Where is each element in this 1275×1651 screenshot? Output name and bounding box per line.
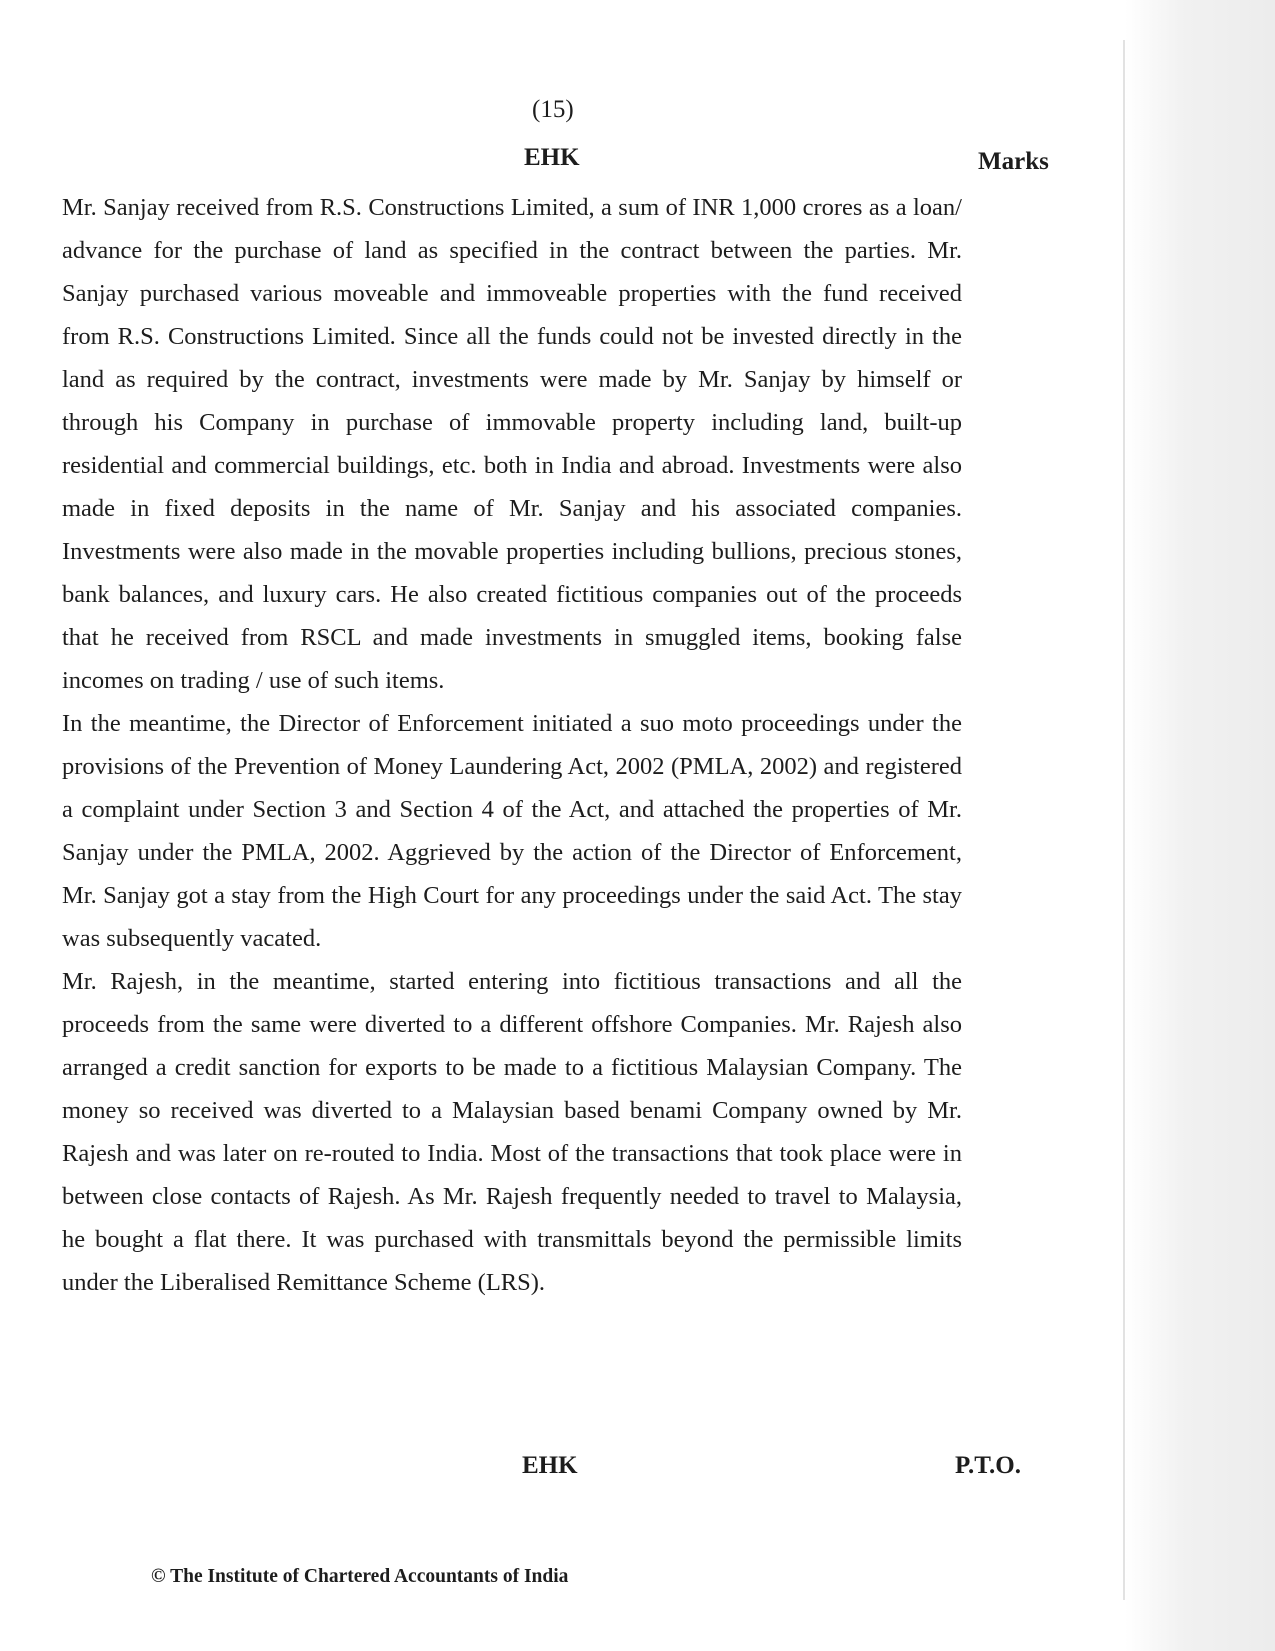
copyright-notice: © The Institute of Chartered Accountants of India — [151, 1566, 569, 1587]
scan-shadow — [1125, 0, 1275, 1651]
header-marks-label: Marks — [978, 148, 1049, 175]
paragraph-rajesh-transactions: Mr. Rajesh, in the meantime, started entering into fictitious transactions and all the proceeds from the same were diverted to a different offshore Companies. Mr. Rajesh also arranged a credit sanction for exports to be made to a fictitious Malaysian Company. The money so received was diverted to a Malaysian based benami Company owned by Mr. Rajesh and was later on re-routed to India. Most of the transactions that took place were in between close contacts of Rajesh. As Mr. Rajesh frequently needed to travel to Malaysia, he bought a flat there. It was purchased with transmittals beyond the permissible limits under the Liberalised Remittance Scheme (LRS). — [62, 968, 962, 1296]
paragraph-director-enforcement: In the meantime, the Director of Enforcement initiated a suo moto proceedings under the provisions of the Prevention of Money Laundering Act, 2002 (PMLA, 2002) and registered a complaint under Section 3 and Section 4 of the Act, and attached the properties of Mr. Sanjay under the PMLA, 2002. Aggrieved by the action of the Director of Enforcement, Mr. Sanjay got a stay from the High Court for any proceedings under the said Act. The stay was subsequently vacated. — [62, 710, 962, 952]
footer-pto: P.T.O. — [955, 1452, 1021, 1479]
question-body — [62, 186, 962, 1304]
scan-edge-line — [1123, 40, 1125, 1600]
header-paper-code: EHK — [524, 144, 580, 171]
paragraph-sanjay-investments: Mr. Sanjay received from R.S. Constructions Limited, a sum of INR 1,000 crores as a loan/ advance for the purchase of land as specified in the contract between the parties. Mr. Sanjay purchased various moveable and immoveable properties with the fund received from R.S. Constructions Limited. Since all the funds could not be invested directly in the land as required by the contract, investments were made by Mr. Sanjay by himself or through his Company in purchase of immovable property including land, built-up residential and commercial buildings, etc. both in India and abroad. Investments were also made in fixed deposits in the name of Mr. Sanjay and his associated companies. Investments were also made in the movable properties including bullions, precious stones, bank balances, and luxury cars. He also created fictitious companies out of the proceeds that he received from RSCL and made investments in smuggled items, booking false incomes on trading / use of such items. — [62, 194, 962, 694]
footer-paper-code: EHK — [522, 1452, 578, 1479]
page-number: (15) — [532, 96, 574, 123]
